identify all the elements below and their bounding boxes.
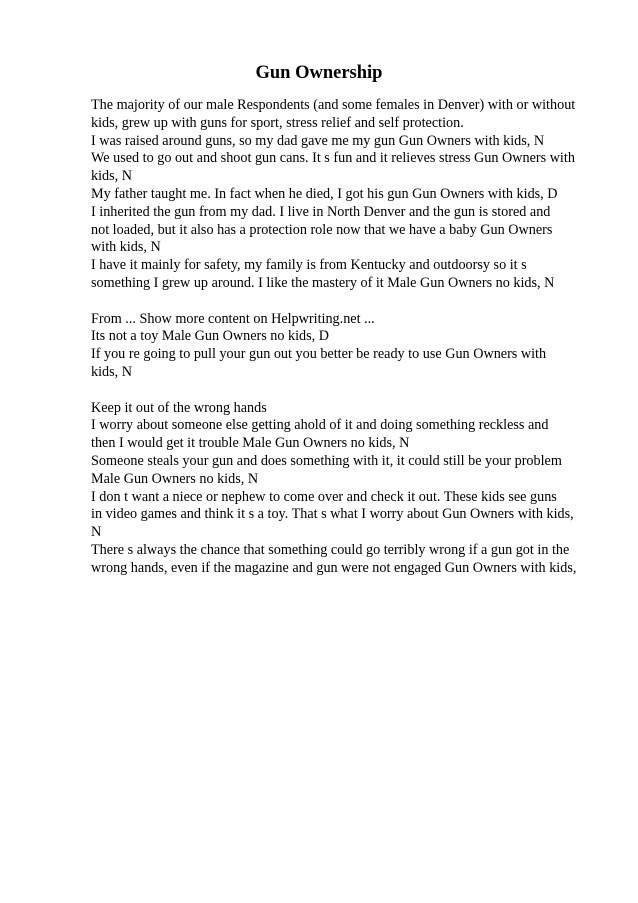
paragraph-gap (91, 293, 601, 311)
text-line: kids, grew up with guns for sport, stress relief and self protection. (91, 114, 464, 131)
section-2 (91, 311, 601, 382)
section-1 (91, 97, 601, 293)
text-line: Its not a toy Male Gun Owners no kids, D (91, 328, 330, 345)
text-line: I inherited the gun from my dad. I live in North Denver and the gun is stored and (91, 203, 551, 220)
text-line: Male Gun Owners no kids, N (91, 470, 259, 487)
text-line: There s always the chance that something could go terribly wrong if a gun got in the (91, 541, 570, 558)
document-body (91, 97, 601, 578)
text-line: something I grew up around. I like the mastery of it Male Gun Owners no kids, N (91, 274, 555, 291)
text-line: If you re going to pull your gun out you better be ready to use Gun Owners with (91, 346, 547, 363)
text-line: Someone steals your gun and does something with it, it could still be your problem (91, 452, 562, 469)
document-title: Gun Ownership (255, 63, 383, 83)
text-line: I was raised around guns, so my dad gave me my gun Gun Owners with kids, N (91, 132, 545, 149)
text-line: kids, N (91, 168, 132, 185)
text-line: then I would get it trouble Male Gun Owners no kids, N (91, 435, 410, 452)
section-3 (91, 400, 601, 578)
text-line: I worry about someone else getting ahold of it and doing something reckless and (91, 417, 549, 434)
text-line: I have it mainly for safety, my family is from Kentucky and outdoorsy so it s (91, 257, 527, 274)
text-line: with kids, N (91, 239, 161, 256)
text-line: kids, N (91, 363, 132, 380)
text-line: not loaded, but it also has a protection role now that we have a baby Gun Owners (91, 221, 553, 238)
text-line: wrong hands, even if the magazine and gun were not engaged Gun Owners with kids, (91, 559, 577, 576)
text-line: I don t want a niece or nephew to come over and check it out. These kids see guns (91, 488, 557, 505)
text-line: N (91, 524, 102, 541)
text-line: The majority of our male Respondents (and some females in Denver) with or without (91, 97, 576, 113)
text-line: We used to go out and shoot gun cans. It s fun and it relieves stress Gun Owners with (91, 150, 575, 167)
text-line: My father taught me. In fact when he died, I got his gun Gun Owners with kids, D (91, 185, 558, 202)
text-line: in video games and think it s a toy. That s what I worry about Gun Owners with kids, (91, 506, 574, 523)
show-more-line: From ... Show more content on Helpwriting.net ... (91, 310, 375, 327)
paragraph-gap (91, 382, 601, 400)
section-heading-line: Keep it out of the wrong hands (91, 399, 267, 416)
